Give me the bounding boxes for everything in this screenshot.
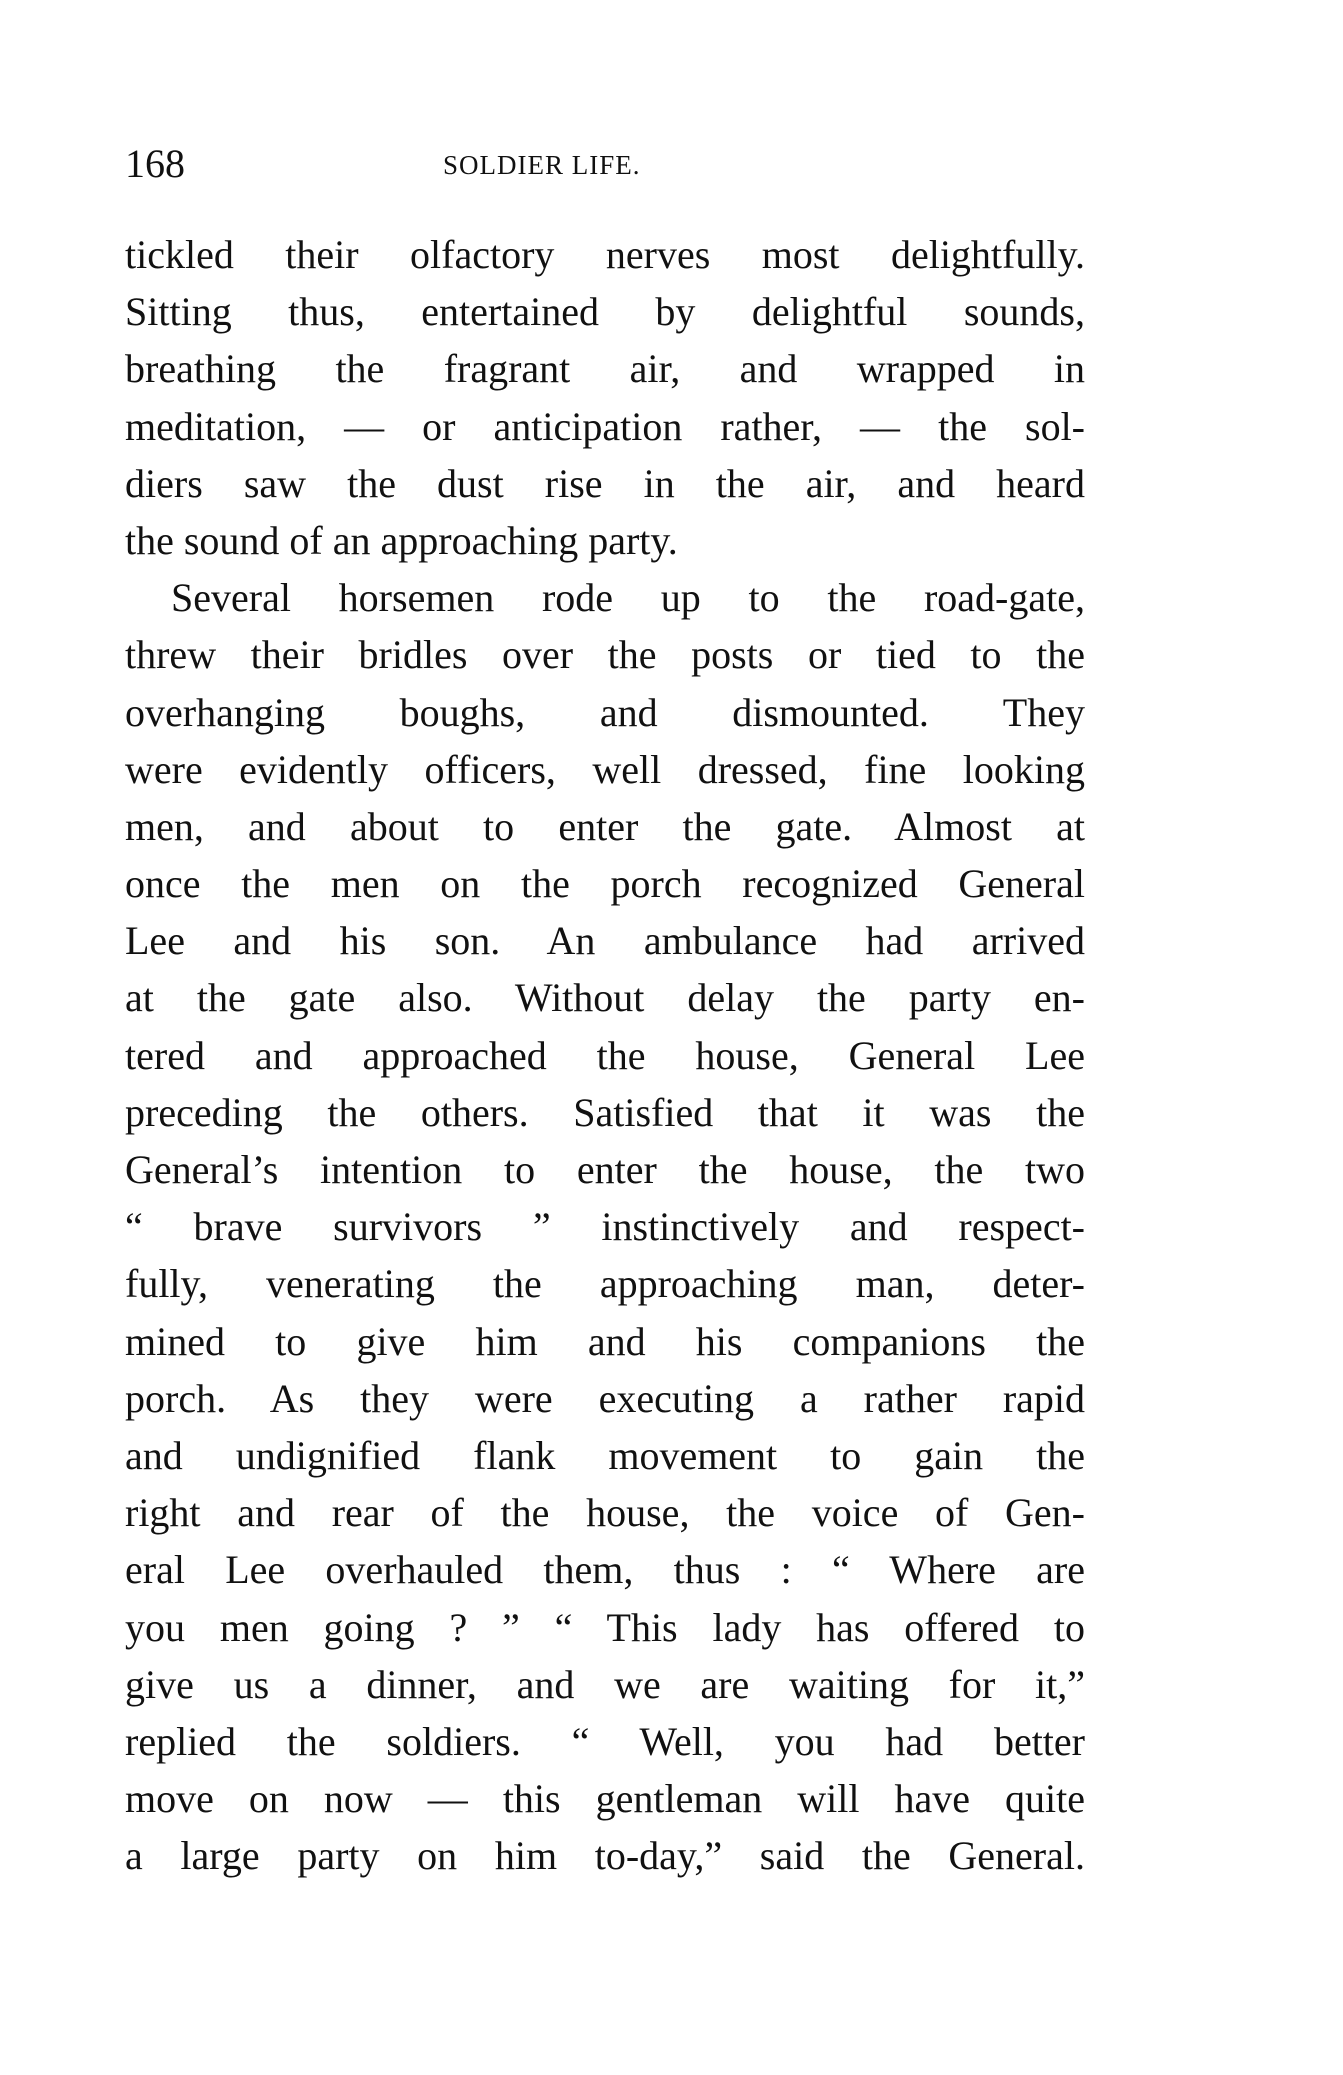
text-line: tickled their olfactory nerves most delightfully. bbox=[125, 232, 1085, 277]
text-line: diers saw the dust rise in the air, and heard bbox=[125, 460, 1085, 506]
text-line: men, and about to enter the gate. Almost at bbox=[125, 803, 1085, 849]
body-text bbox=[125, 226, 1085, 1884]
text-line: and undignified flank movement to gain the bbox=[125, 1432, 1085, 1478]
text-line: tered and approached the house, General Lee bbox=[125, 1032, 1085, 1078]
text-line: give us a dinner, and we are waiting for it,” bbox=[125, 1661, 1085, 1707]
text-line: threw their bridles over the posts or tied to the bbox=[125, 632, 1085, 678]
text-line: General’s intention to enter the house, the two bbox=[125, 1147, 1085, 1192]
text-line: breathing the fragrant air, and wrapped in bbox=[125, 346, 1085, 392]
text-line: right and rear of the house, the voice of Gen- bbox=[125, 1490, 1085, 1536]
text-line: Lee and his son. An ambulance had arrived bbox=[125, 918, 1085, 964]
page-header bbox=[125, 140, 1085, 190]
text-line: move on now — this gentleman will have quite bbox=[125, 1776, 1085, 1822]
text-line: meditation, — or anticipation rather, — the sol- bbox=[125, 403, 1085, 449]
text-line: Several horsemen rode up to the road-gate, bbox=[171, 575, 1085, 621]
text-line: you men going ? ” “ This lady has offered to bbox=[125, 1604, 1085, 1650]
page-number: 168 bbox=[125, 141, 185, 186]
text-line: the sound of an approaching party. bbox=[125, 517, 678, 563]
text-line: a large party on him to-day,” said the General. bbox=[125, 1833, 1085, 1879]
text-line: porch. As they were executing a rather rapid bbox=[125, 1375, 1085, 1421]
text-line: fully, venerating the approaching man, deter- bbox=[125, 1261, 1085, 1307]
running-title: SOLDIER LIFE. bbox=[443, 150, 641, 180]
text-line: at the gate also. Without delay the party en- bbox=[125, 975, 1085, 1021]
text-line: preceding the others. Satisfied that it was the bbox=[125, 1089, 1085, 1135]
text-line: were evidently officers, well dressed, fine looking bbox=[125, 746, 1085, 792]
text-line: replied the soldiers. “ Well, you had better bbox=[125, 1718, 1085, 1764]
text-line: “ brave survivors ” instinctively and respect- bbox=[125, 1204, 1085, 1250]
text-line: once the men on the porch recognized General bbox=[125, 861, 1085, 907]
text-line: eral Lee overhauled them, thus : “ Where are bbox=[125, 1547, 1085, 1593]
text-line: Sitting thus, entertained by delightful sounds, bbox=[125, 289, 1085, 335]
text-line: mined to give him and his companions the bbox=[125, 1318, 1085, 1364]
text-line: overhanging boughs, and dismounted. They bbox=[125, 689, 1085, 735]
